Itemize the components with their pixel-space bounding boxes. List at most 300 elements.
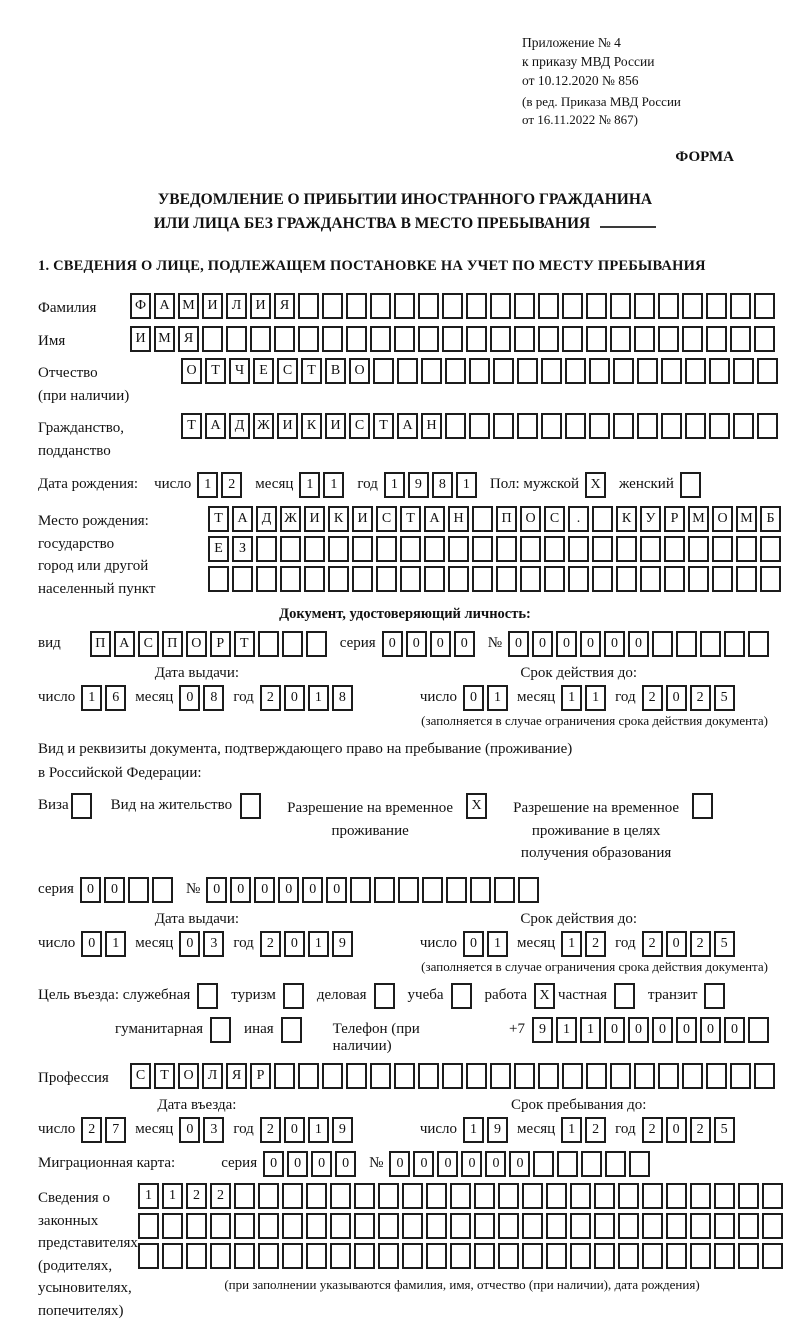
- char-cell[interactable]: [736, 536, 757, 562]
- char-cell[interactable]: К: [616, 506, 637, 532]
- char-cell[interactable]: Ф: [130, 293, 151, 319]
- doc-kind-cells[interactable]: [90, 631, 330, 657]
- char-cell[interactable]: 0: [508, 631, 529, 657]
- char-cell[interactable]: [688, 566, 709, 592]
- char-cell[interactable]: [280, 566, 301, 592]
- char-cell[interactable]: [541, 358, 562, 384]
- char-cell[interactable]: [618, 1213, 639, 1239]
- char-cell[interactable]: [256, 566, 277, 592]
- char-cell[interactable]: 9: [332, 931, 353, 957]
- char-cell[interactable]: [522, 1183, 543, 1209]
- char-cell[interactable]: М: [736, 506, 757, 532]
- char-cell[interactable]: [426, 1243, 447, 1269]
- char-cell[interactable]: [328, 566, 349, 592]
- char-cell[interactable]: Р: [250, 1063, 271, 1089]
- char-cell[interactable]: [234, 1213, 255, 1239]
- char-cell[interactable]: [210, 1213, 231, 1239]
- char-cell[interactable]: [658, 1063, 679, 1089]
- char-cell[interactable]: 1: [487, 931, 508, 957]
- char-cell[interactable]: [442, 1063, 463, 1089]
- char-cell[interactable]: [594, 1213, 615, 1239]
- char-cell[interactable]: [232, 566, 253, 592]
- stay-day-cells[interactable]: [463, 1117, 511, 1143]
- char-cell[interactable]: 0: [666, 1117, 687, 1143]
- char-cell[interactable]: И: [325, 413, 346, 439]
- char-cell[interactable]: [637, 413, 658, 439]
- char-cell[interactable]: [234, 1243, 255, 1269]
- char-cell[interactable]: 7: [105, 1117, 126, 1143]
- char-cell[interactable]: [258, 631, 279, 657]
- char-cell[interactable]: [637, 358, 658, 384]
- doc-series-cells[interactable]: [382, 631, 478, 657]
- char-cell[interactable]: 0: [556, 631, 577, 657]
- char-cell[interactable]: 0: [430, 631, 451, 657]
- char-cell[interactable]: В: [325, 358, 346, 384]
- char-cell[interactable]: [738, 1243, 759, 1269]
- char-cell[interactable]: [570, 1213, 591, 1239]
- char-cell[interactable]: [378, 1183, 399, 1209]
- char-cell[interactable]: [197, 983, 218, 1009]
- res-issue-year-cells[interactable]: [260, 931, 356, 957]
- doc-valid-day-cells[interactable]: [463, 685, 511, 711]
- char-cell[interactable]: [634, 326, 655, 352]
- char-cell[interactable]: [610, 1063, 631, 1089]
- char-cell[interactable]: 0: [302, 877, 323, 903]
- char-cell[interactable]: 2: [690, 1117, 711, 1143]
- char-cell[interactable]: [754, 326, 775, 352]
- char-cell[interactable]: [274, 1063, 295, 1089]
- char-cell[interactable]: [378, 1243, 399, 1269]
- char-cell[interactable]: 0: [311, 1151, 332, 1177]
- char-cell[interactable]: 0: [406, 631, 427, 657]
- birth-day-cells[interactable]: [197, 472, 245, 498]
- char-cell[interactable]: Ж: [280, 506, 301, 532]
- char-cell[interactable]: [442, 326, 463, 352]
- char-cell[interactable]: [354, 1183, 375, 1209]
- char-cell[interactable]: [522, 1213, 543, 1239]
- char-cell[interactable]: [568, 536, 589, 562]
- char-cell[interactable]: [298, 326, 319, 352]
- res-issue-day-cells[interactable]: [81, 931, 129, 957]
- char-cell[interactable]: [421, 358, 442, 384]
- char-cell[interactable]: [538, 326, 559, 352]
- residence-permit-checkbox[interactable]: [240, 793, 264, 819]
- char-cell[interactable]: [760, 566, 781, 592]
- char-cell[interactable]: [446, 877, 467, 903]
- char-cell[interactable]: 1: [561, 931, 582, 957]
- char-cell[interactable]: [466, 326, 487, 352]
- char-cell[interactable]: [472, 536, 493, 562]
- char-cell[interactable]: [494, 877, 515, 903]
- char-cell[interactable]: 0: [628, 631, 649, 657]
- char-cell[interactable]: [426, 1183, 447, 1209]
- char-cell[interactable]: [712, 566, 733, 592]
- char-cell[interactable]: [128, 877, 149, 903]
- char-cell[interactable]: [733, 413, 754, 439]
- char-cell[interactable]: [306, 1183, 327, 1209]
- char-cell[interactable]: 0: [179, 1117, 200, 1143]
- char-cell[interactable]: [714, 1183, 735, 1209]
- char-cell[interactable]: 5: [714, 1117, 735, 1143]
- char-cell[interactable]: [634, 1063, 655, 1089]
- doc-valid-year-cells[interactable]: [642, 685, 738, 711]
- char-cell[interactable]: [613, 413, 634, 439]
- char-cell[interactable]: 0: [230, 877, 251, 903]
- char-cell[interactable]: [642, 1243, 663, 1269]
- char-cell[interactable]: [714, 1243, 735, 1269]
- char-cell[interactable]: 1: [308, 1117, 329, 1143]
- char-cell[interactable]: X: [466, 793, 487, 819]
- legal-rep-cells-line3[interactable]: [138, 1243, 786, 1269]
- char-cell[interactable]: [762, 1183, 783, 1209]
- char-cell[interactable]: [474, 1183, 495, 1209]
- char-cell[interactable]: [546, 1243, 567, 1269]
- char-cell[interactable]: [490, 1063, 511, 1089]
- char-cell[interactable]: [562, 1063, 583, 1089]
- char-cell[interactable]: 1: [487, 685, 508, 711]
- temp-residence-checkbox[interactable]: [466, 793, 490, 819]
- char-cell[interactable]: [354, 1243, 375, 1269]
- char-cell[interactable]: 0: [254, 877, 275, 903]
- char-cell[interactable]: С: [544, 506, 565, 532]
- entry-month-cells[interactable]: [179, 1117, 227, 1143]
- char-cell[interactable]: 9: [408, 472, 429, 498]
- char-cell[interactable]: 0: [326, 877, 347, 903]
- char-cell[interactable]: [282, 1183, 303, 1209]
- char-cell[interactable]: [586, 1063, 607, 1089]
- char-cell[interactable]: [496, 566, 517, 592]
- purpose-official-checkbox[interactable]: [197, 983, 221, 1009]
- char-cell[interactable]: 2: [690, 931, 711, 957]
- char-cell[interactable]: [346, 326, 367, 352]
- char-cell[interactable]: 1: [162, 1183, 183, 1209]
- char-cell[interactable]: Ч: [229, 358, 250, 384]
- char-cell[interactable]: 3: [203, 1117, 224, 1143]
- doc-number-cells[interactable]: [508, 631, 772, 657]
- char-cell[interactable]: [304, 536, 325, 562]
- char-cell[interactable]: Т: [205, 358, 226, 384]
- char-cell[interactable]: [328, 536, 349, 562]
- char-cell[interactable]: [760, 536, 781, 562]
- patronymic-cells[interactable]: [181, 358, 781, 384]
- char-cell[interactable]: [762, 1213, 783, 1239]
- char-cell[interactable]: [520, 536, 541, 562]
- char-cell[interactable]: [682, 1063, 703, 1089]
- char-cell[interactable]: Т: [373, 413, 394, 439]
- char-cell[interactable]: [712, 536, 733, 562]
- char-cell[interactable]: [514, 326, 535, 352]
- char-cell[interactable]: 1: [585, 685, 606, 711]
- char-cell[interactable]: [394, 326, 415, 352]
- stay-month-cells[interactable]: [561, 1117, 609, 1143]
- char-cell[interactable]: [376, 536, 397, 562]
- char-cell[interactable]: [445, 413, 466, 439]
- char-cell[interactable]: [210, 1017, 231, 1043]
- char-cell[interactable]: [306, 1243, 327, 1269]
- char-cell[interactable]: [692, 793, 713, 819]
- char-cell[interactable]: [226, 326, 247, 352]
- char-cell[interactable]: И: [304, 506, 325, 532]
- surname-cells[interactable]: [130, 293, 778, 319]
- char-cell[interactable]: [618, 1183, 639, 1209]
- char-cell[interactable]: 0: [104, 877, 125, 903]
- char-cell[interactable]: О: [178, 1063, 199, 1089]
- char-cell[interactable]: [152, 877, 173, 903]
- char-cell[interactable]: [634, 293, 655, 319]
- char-cell[interactable]: 0: [284, 931, 305, 957]
- char-cell[interactable]: [736, 566, 757, 592]
- purpose-tourism-checkbox[interactable]: [283, 983, 307, 1009]
- char-cell[interactable]: Е: [253, 358, 274, 384]
- char-cell[interactable]: 9: [332, 1117, 353, 1143]
- char-cell[interactable]: О: [181, 358, 202, 384]
- char-cell[interactable]: [474, 1243, 495, 1269]
- char-cell[interactable]: 0: [604, 631, 625, 657]
- char-cell[interactable]: 0: [179, 685, 200, 711]
- char-cell[interactable]: [450, 1243, 471, 1269]
- char-cell[interactable]: 1: [308, 931, 329, 957]
- char-cell[interactable]: [426, 1213, 447, 1239]
- char-cell[interactable]: [373, 358, 394, 384]
- char-cell[interactable]: 0: [604, 1017, 625, 1043]
- char-cell[interactable]: [690, 1183, 711, 1209]
- char-cell[interactable]: X: [534, 983, 555, 1009]
- char-cell[interactable]: С: [130, 1063, 151, 1089]
- char-cell[interactable]: [470, 877, 491, 903]
- char-cell[interactable]: Л: [202, 1063, 223, 1089]
- char-cell[interactable]: 0: [666, 685, 687, 711]
- char-cell[interactable]: 1: [105, 931, 126, 957]
- res-valid-year-cells[interactable]: [642, 931, 738, 957]
- char-cell[interactable]: 0: [80, 877, 101, 903]
- char-cell[interactable]: [666, 1213, 687, 1239]
- char-cell[interactable]: .: [568, 506, 589, 532]
- char-cell[interactable]: [370, 326, 391, 352]
- char-cell[interactable]: [490, 326, 511, 352]
- char-cell[interactable]: [661, 413, 682, 439]
- char-cell[interactable]: [445, 358, 466, 384]
- char-cell[interactable]: Т: [301, 358, 322, 384]
- char-cell[interactable]: Д: [256, 506, 277, 532]
- char-cell[interactable]: [496, 536, 517, 562]
- char-cell[interactable]: [738, 1183, 759, 1209]
- char-cell[interactable]: [706, 1063, 727, 1089]
- char-cell[interactable]: [518, 877, 539, 903]
- char-cell[interactable]: 0: [81, 931, 102, 957]
- char-cell[interactable]: [642, 1213, 663, 1239]
- char-cell[interactable]: 1: [580, 1017, 601, 1043]
- char-cell[interactable]: [186, 1243, 207, 1269]
- char-cell[interactable]: [240, 793, 261, 819]
- char-cell[interactable]: 2: [642, 685, 663, 711]
- char-cell[interactable]: [748, 631, 769, 657]
- purpose-work-checkbox[interactable]: [534, 983, 558, 1009]
- char-cell[interactable]: 2: [260, 931, 281, 957]
- char-cell[interactable]: X: [585, 472, 606, 498]
- char-cell[interactable]: [610, 293, 631, 319]
- char-cell[interactable]: [522, 1243, 543, 1269]
- char-cell[interactable]: [517, 413, 538, 439]
- char-cell[interactable]: 2: [690, 685, 711, 711]
- char-cell[interactable]: [280, 536, 301, 562]
- char-cell[interactable]: [306, 631, 327, 657]
- char-cell[interactable]: Т: [208, 506, 229, 532]
- char-cell[interactable]: [330, 1243, 351, 1269]
- char-cell[interactable]: 0: [284, 685, 305, 711]
- char-cell[interactable]: [378, 1213, 399, 1239]
- char-cell[interactable]: М: [154, 326, 175, 352]
- char-cell[interactable]: Б: [760, 506, 781, 532]
- char-cell[interactable]: [450, 1213, 471, 1239]
- res-series-cells[interactable]: [80, 877, 176, 903]
- char-cell[interactable]: 2: [585, 1117, 606, 1143]
- char-cell[interactable]: [352, 566, 373, 592]
- char-cell[interactable]: [498, 1243, 519, 1269]
- char-cell[interactable]: [538, 1063, 559, 1089]
- char-cell[interactable]: [546, 1183, 567, 1209]
- char-cell[interactable]: [562, 326, 583, 352]
- char-cell[interactable]: [640, 536, 661, 562]
- char-cell[interactable]: [374, 877, 395, 903]
- char-cell[interactable]: [748, 1017, 769, 1043]
- char-cell[interactable]: [541, 413, 562, 439]
- char-cell[interactable]: [594, 1183, 615, 1209]
- char-cell[interactable]: 6: [105, 685, 126, 711]
- mig-series-cells[interactable]: [263, 1151, 359, 1177]
- char-cell[interactable]: [256, 536, 277, 562]
- char-cell[interactable]: [709, 358, 730, 384]
- char-cell[interactable]: [274, 326, 295, 352]
- char-cell[interactable]: А: [232, 506, 253, 532]
- char-cell[interactable]: Р: [664, 506, 685, 532]
- char-cell[interactable]: 0: [628, 1017, 649, 1043]
- char-cell[interactable]: [520, 566, 541, 592]
- char-cell[interactable]: 1: [556, 1017, 577, 1043]
- char-cell[interactable]: [514, 293, 535, 319]
- char-cell[interactable]: 0: [287, 1151, 308, 1177]
- char-cell[interactable]: 0: [454, 631, 475, 657]
- char-cell[interactable]: Я: [226, 1063, 247, 1089]
- char-cell[interactable]: [162, 1243, 183, 1269]
- char-cell[interactable]: [442, 293, 463, 319]
- char-cell[interactable]: С: [349, 413, 370, 439]
- char-cell[interactable]: [202, 326, 223, 352]
- char-cell[interactable]: [586, 326, 607, 352]
- char-cell[interactable]: [397, 358, 418, 384]
- stay-year-cells[interactable]: [642, 1117, 738, 1143]
- char-cell[interactable]: [544, 536, 565, 562]
- char-cell[interactable]: [394, 293, 415, 319]
- char-cell[interactable]: [586, 293, 607, 319]
- char-cell[interactable]: [594, 1243, 615, 1269]
- char-cell[interactable]: Я: [178, 326, 199, 352]
- char-cell[interactable]: [400, 536, 421, 562]
- char-cell[interactable]: [680, 472, 701, 498]
- char-cell[interactable]: 5: [714, 685, 735, 711]
- char-cell[interactable]: [517, 358, 538, 384]
- char-cell[interactable]: 5: [714, 931, 735, 957]
- char-cell[interactable]: 0: [437, 1151, 458, 1177]
- char-cell[interactable]: [738, 1213, 759, 1239]
- char-cell[interactable]: У: [640, 506, 661, 532]
- char-cell[interactable]: 1: [138, 1183, 159, 1209]
- char-cell[interactable]: 0: [413, 1151, 434, 1177]
- char-cell[interactable]: 2: [585, 931, 606, 957]
- char-cell[interactable]: [688, 536, 709, 562]
- char-cell[interactable]: [629, 1151, 650, 1177]
- birth-month-cells[interactable]: [299, 472, 347, 498]
- char-cell[interactable]: [706, 326, 727, 352]
- char-cell[interactable]: 9: [532, 1017, 553, 1043]
- birthplace-cells-line2[interactable]: [208, 536, 784, 562]
- char-cell[interactable]: О: [520, 506, 541, 532]
- char-cell[interactable]: [370, 293, 391, 319]
- char-cell[interactable]: [469, 358, 490, 384]
- char-cell[interactable]: [730, 326, 751, 352]
- entry-day-cells[interactable]: [81, 1117, 129, 1143]
- char-cell[interactable]: [640, 566, 661, 592]
- char-cell[interactable]: [398, 877, 419, 903]
- char-cell[interactable]: [757, 413, 778, 439]
- char-cell[interactable]: [424, 566, 445, 592]
- char-cell[interactable]: [282, 631, 303, 657]
- char-cell[interactable]: [652, 631, 673, 657]
- char-cell[interactable]: 0: [335, 1151, 356, 1177]
- purpose-other-checkbox[interactable]: [281, 1017, 305, 1043]
- char-cell[interactable]: [664, 536, 685, 562]
- char-cell[interactable]: 0: [509, 1151, 530, 1177]
- legal-rep-cells-line2[interactable]: [138, 1213, 786, 1239]
- char-cell[interactable]: П: [496, 506, 517, 532]
- char-cell[interactable]: [514, 1063, 535, 1089]
- char-cell[interactable]: [605, 1151, 626, 1177]
- sex-male-checkbox[interactable]: [585, 472, 609, 498]
- char-cell[interactable]: [658, 293, 679, 319]
- char-cell[interactable]: 2: [260, 685, 281, 711]
- char-cell[interactable]: [450, 1183, 471, 1209]
- char-cell[interactable]: [374, 983, 395, 1009]
- char-cell[interactable]: 8: [432, 472, 453, 498]
- char-cell[interactable]: [565, 413, 586, 439]
- char-cell[interactable]: П: [162, 631, 183, 657]
- char-cell[interactable]: [610, 326, 631, 352]
- char-cell[interactable]: [418, 326, 439, 352]
- char-cell[interactable]: 0: [206, 877, 227, 903]
- char-cell[interactable]: [762, 1243, 783, 1269]
- char-cell[interactable]: 1: [384, 472, 405, 498]
- char-cell[interactable]: [138, 1243, 159, 1269]
- char-cell[interactable]: Т: [181, 413, 202, 439]
- char-cell[interactable]: 8: [332, 685, 353, 711]
- char-cell[interactable]: [546, 1213, 567, 1239]
- char-cell[interactable]: [733, 358, 754, 384]
- char-cell[interactable]: [258, 1213, 279, 1239]
- char-cell[interactable]: [402, 1183, 423, 1209]
- doc-issue-year-cells[interactable]: [260, 685, 356, 711]
- char-cell[interactable]: И: [202, 293, 223, 319]
- res-valid-day-cells[interactable]: [463, 931, 511, 957]
- char-cell[interactable]: К: [328, 506, 349, 532]
- char-cell[interactable]: Л: [226, 293, 247, 319]
- char-cell[interactable]: [682, 293, 703, 319]
- char-cell[interactable]: [676, 631, 697, 657]
- char-cell[interactable]: [685, 358, 706, 384]
- char-cell[interactable]: 1: [81, 685, 102, 711]
- char-cell[interactable]: [570, 1183, 591, 1209]
- char-cell[interactable]: [186, 1213, 207, 1239]
- char-cell[interactable]: [533, 1151, 554, 1177]
- char-cell[interactable]: [400, 566, 421, 592]
